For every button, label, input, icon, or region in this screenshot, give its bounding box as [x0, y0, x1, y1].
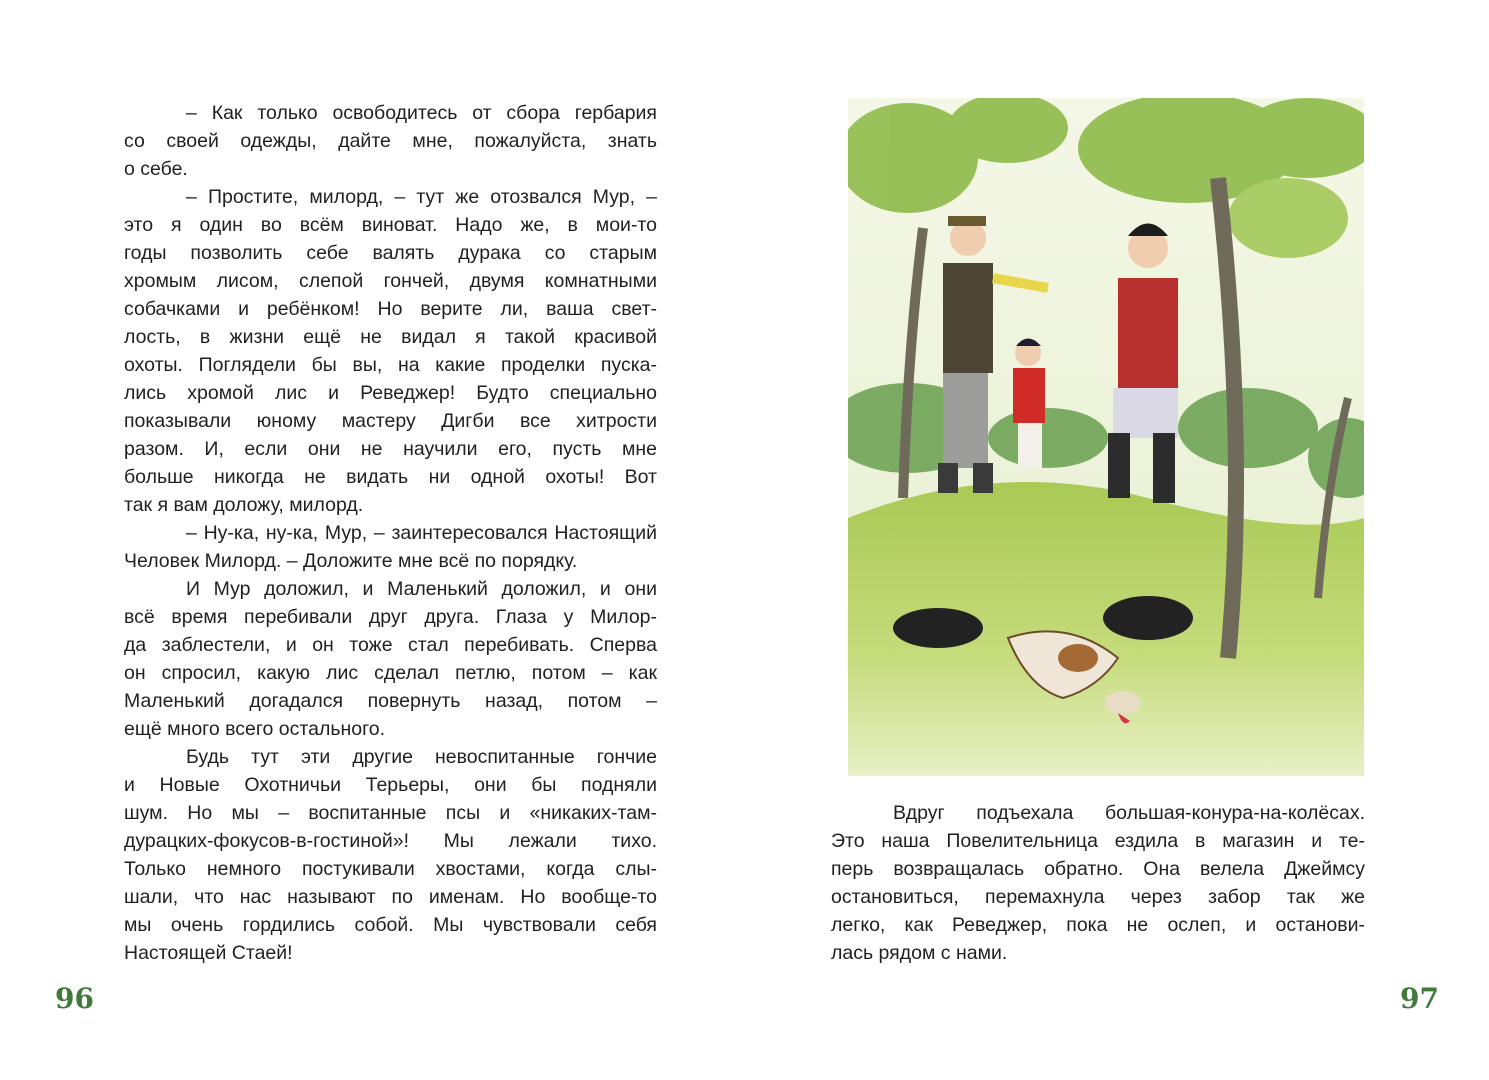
- right-page-text: [831, 799, 1365, 967]
- text-line: – Ну-ка, ну-ка, Мур, – заинтересовался Настоящий: [186, 522, 657, 544]
- text-line: Маленький догадался повернуть назад, потом –: [124, 690, 657, 712]
- text-line: со своей одежды, дайте мне, пожалуйста, знать: [124, 130, 657, 152]
- text-line: он спросил, какую лис сделал петлю, потом – как: [124, 662, 657, 684]
- text-line: Человек Милорд. – Доложите мне всё по порядку.: [124, 550, 578, 572]
- text-line: показывали юному мастеру Дигби все хитрости: [124, 410, 657, 432]
- text-line: Это наша Повелительница ездила в магазин и те-: [831, 830, 1365, 852]
- text-line: да заблестели, и он тоже стал перебивать. Сперва: [124, 634, 657, 656]
- hunting-scene-illustration: [848, 98, 1364, 776]
- text-line: охоты. Поглядели бы вы, на какие проделки пуска-: [124, 354, 657, 376]
- text-line: мы очень гордились собой. Мы чувствовали себя: [124, 914, 657, 936]
- text-line: дурацких-фокусов-в-гостиной»! Мы лежали тихо.: [124, 830, 657, 852]
- text-line: хромым лисом, слепой гончей, двумя комнатными: [124, 270, 657, 292]
- page-number-right: 97: [1400, 982, 1439, 1015]
- text-line: разом. И, если они не научили его, пусть мне: [124, 438, 657, 460]
- text-line: лась рядом с нами.: [831, 942, 1008, 964]
- text-line: Будь тут эти другие невоспитанные гончие: [186, 746, 657, 768]
- text-line: – Как только освободитесь от сбора гербария: [186, 102, 657, 124]
- text-line: так я вам доложу, милорд.: [124, 494, 364, 516]
- text-line: больше никогда не видать ни одной охоты! Вот: [124, 466, 657, 488]
- text-line: остановиться, перемахнула через забор так же: [831, 886, 1365, 908]
- text-line: всё время перебивали друг друга. Глаза у Милор-: [124, 606, 657, 628]
- left-page-text: [124, 99, 657, 967]
- text-line: шум. Но мы – воспитанные псы и «никаких-там-: [124, 802, 657, 824]
- text-line: лость, в жизни ещё не видал я такой красивой: [124, 326, 657, 348]
- text-line: о себе.: [124, 158, 188, 180]
- text-line: Настоящей Стаей!: [124, 942, 293, 964]
- page-number-left: 96: [55, 982, 94, 1015]
- text-line: – Простите, милорд, – тут же отозвался Мур, –: [186, 186, 657, 208]
- text-line: легко, как Реведжер, пока не ослеп, и останови-: [831, 914, 1365, 936]
- text-line: годы позволить себе валять дурака со старым: [124, 242, 657, 264]
- text-line: Вдруг подъехала большая-конура-на-колёсах.: [893, 802, 1365, 824]
- text-line: ещё много всего остального.: [124, 718, 386, 740]
- text-line: лись хромой лис и Реведжер! Будто специально: [124, 382, 657, 404]
- text-line: и Новые Охотничьи Терьеры, они бы подняли: [124, 774, 657, 796]
- text-line: это я один во всём виноват. Надо же, в мои-то: [124, 214, 657, 236]
- text-line: Только немного постукивали хвостами, когда слы-: [124, 858, 657, 880]
- text-line: перь возвращалась обратно. Она велела Джеймсу: [831, 858, 1365, 880]
- text-line: собачками и ребёнком! Но верите ли, ваша свет-: [124, 298, 657, 320]
- text-line: шали, что нас называют по именам. Но вообще-то: [124, 886, 657, 908]
- text-line: И Мур доложил, и Маленький доложил, и они: [186, 578, 657, 600]
